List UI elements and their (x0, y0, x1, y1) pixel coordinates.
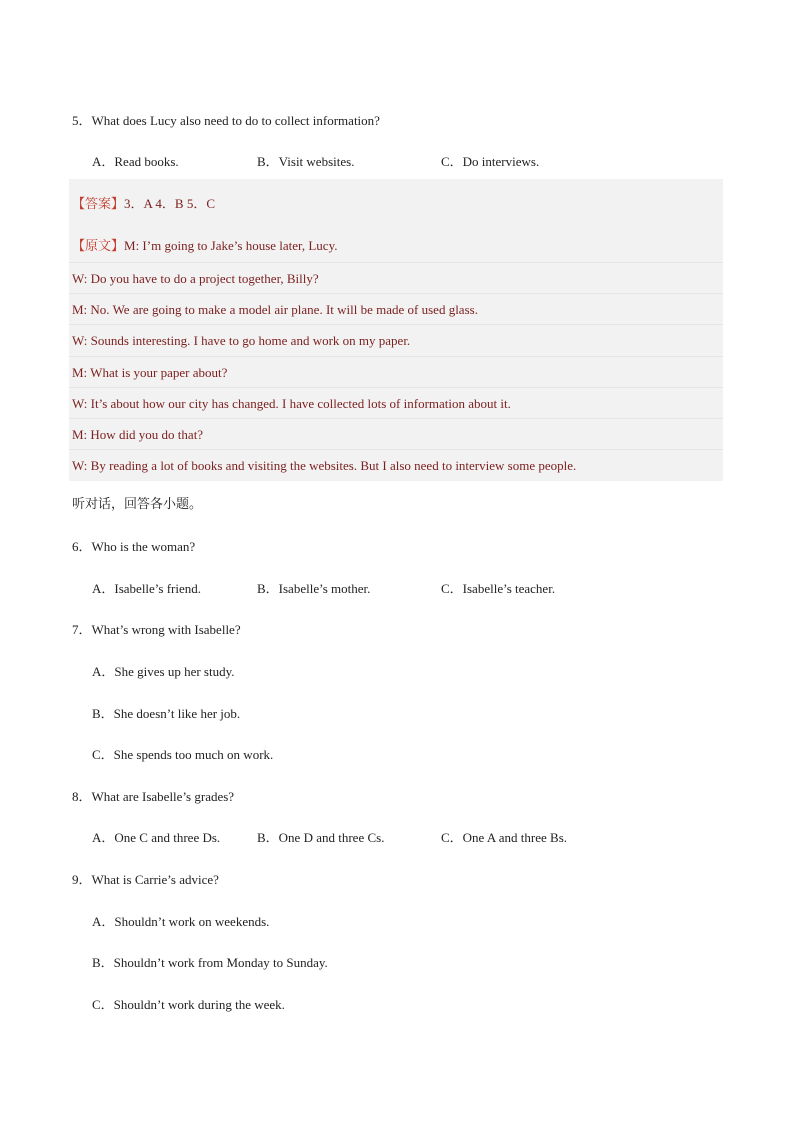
transcript-line (72, 235, 337, 254)
q9-option-c: C．Shouldn’t work during the week. (92, 997, 285, 1012)
q7-option-c: C．She spends too much on work. (92, 747, 274, 762)
transcript-line: W: Sounds interesting. I have to go home and work on my paper. (72, 333, 411, 348)
transcript-line: M: How did you do that? (72, 427, 204, 442)
q6-option-b: B．Isabelle’s mother. (257, 581, 371, 596)
q9-option-a: A．Shouldn’t work on weekends. (92, 914, 270, 929)
answer-line (72, 193, 215, 212)
divider (69, 324, 723, 325)
transcript-line: W: By reading a lot of books and visiting the websites. But I also need to interview some people. (72, 458, 577, 473)
divider (69, 418, 723, 419)
q6-option-a: A．Isabelle’s friend. (92, 581, 202, 596)
q5-option-b: B．Visit websites. (257, 154, 355, 169)
q8-option-a: A．One C and three Ds. (92, 830, 221, 845)
q6-option-c: C．Isabelle’s teacher. (441, 581, 556, 596)
question-5: 5．What does Lucy also need to do to collect information? (72, 113, 380, 128)
transcript-line: W: It’s about how our city has changed. I have collected lots of information about it. (72, 396, 511, 411)
divider (69, 449, 723, 450)
divider (69, 262, 723, 263)
q7-option-b: B．She doesn’t like her job. (92, 706, 241, 721)
q9-option-b: B．Shouldn’t work from Monday to Sunday. (92, 955, 328, 970)
transcript-text: M: I’m going to Jake’s house later, Lucy. (124, 238, 338, 253)
transcript-line: W: Do you have to do a project together, Billy? (72, 271, 319, 286)
q5-option-a: A．Read books. (92, 154, 179, 169)
question-8: 8．What are Isabelle’s grades? (72, 789, 235, 804)
transcript-line: M: What is your paper about? (72, 365, 228, 380)
answer-tag: 【答案】 (72, 197, 125, 212)
divider (69, 293, 723, 294)
q8-option-c: C．One A and three Bs. (441, 830, 568, 845)
transcript-tag: 【原文】 (72, 239, 125, 254)
divider (69, 387, 723, 388)
q8-option-b: B．One D and three Cs. (257, 830, 385, 845)
question-7: 7．What’s wrong with Isabelle? (72, 622, 241, 637)
question-9: 9．What is Carrie’s advice? (72, 872, 219, 887)
transcript-line: M: No. We are going to make a model air plane. It will be made of used glass. (72, 302, 478, 317)
q5-option-c: C．Do interviews. (441, 154, 540, 169)
answer-text: 3．A 4．B 5．C (124, 196, 216, 211)
question-6: 6．Who is the woman? (72, 539, 196, 554)
divider (69, 356, 723, 357)
listening-instruction: 听对话，回答各小题。 (72, 497, 203, 512)
q7-option-a: A．She gives up her study. (92, 664, 235, 679)
